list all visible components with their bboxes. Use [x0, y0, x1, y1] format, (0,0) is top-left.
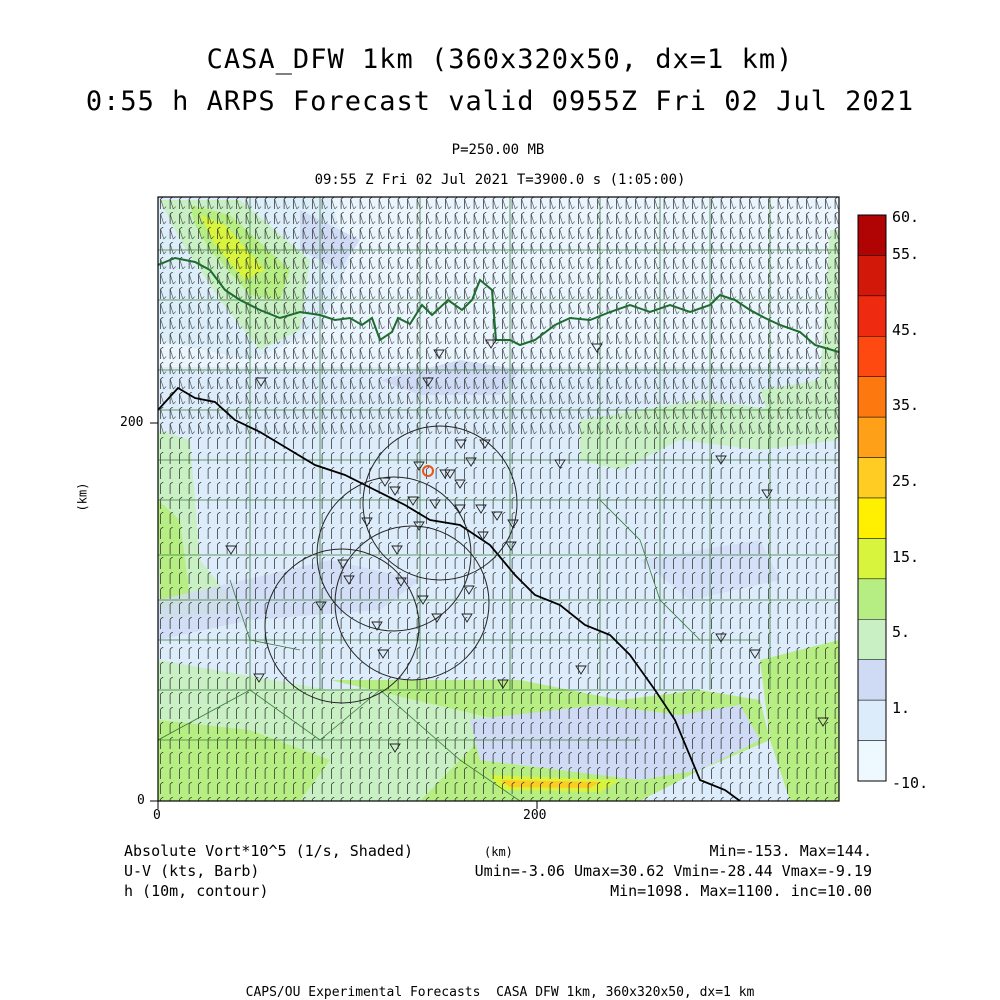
chart-subtitle: 0:55 h ARPS Forecast valid 0955Z Fri 02 Jul 2021	[85, 86, 915, 117]
pressure-level-label: P=250.00 MB	[451, 142, 545, 158]
vorticity-min-max: Min=-153. Max=144.	[709, 842, 872, 860]
chart-title: CASA_DFW 1km (360x320x50, dx=1 km)	[206, 44, 794, 75]
colorbar-label: 15.	[892, 548, 920, 566]
colorbar	[858, 215, 886, 781]
x-tick-label-200: 200	[523, 808, 547, 823]
colorbar-label: 45.	[892, 321, 920, 339]
colorbar-swatch	[858, 741, 886, 781]
credit-line: CAPS/OU Experimental Forecasts CASA DFW 1km, 360x320x50, dx=1 km	[245, 985, 755, 1000]
x-tick-label-0: 0	[153, 808, 161, 823]
colorbar-label: 55.	[892, 245, 920, 263]
height-min-max: Min=1098. Max=1100. inc=10.00	[610, 882, 872, 900]
colorbar-swatch	[858, 377, 886, 417]
y-axis-unit: (km)	[75, 482, 90, 512]
wind-min-max: Umin=-3.06 Umax=30.62 Vmin=-28.44 Vmax=-9.19	[474, 862, 872, 880]
colorbar-swatch	[858, 498, 886, 538]
colorbar-swatch	[858, 619, 886, 659]
field-shaded-label: Absolute Vort*10^5 (1/s, Shaded)	[124, 842, 413, 860]
colorbar-swatch	[858, 579, 886, 619]
colorbar-swatch	[858, 255, 886, 295]
field-barb-label: U-V (kts, Barb)	[124, 862, 260, 880]
colorbar-swatch	[858, 296, 886, 336]
colorbar-swatch	[858, 336, 886, 376]
colorbar-label: 5.	[892, 623, 911, 641]
valid-time-label: 09:55 Z Fri 02 Jul 2021 T=3900.0 s (1:05:00)	[314, 172, 686, 188]
colorbar-swatch	[858, 215, 886, 255]
colorbar-label: 1.	[892, 699, 911, 717]
wind-barbs	[158, 197, 839, 801]
colorbar-label: 25.	[892, 472, 920, 490]
y-tick-label-200: 200	[120, 415, 144, 430]
x-axis-unit: (km)	[484, 845, 513, 859]
colorbar-swatch	[858, 458, 886, 498]
y-tick-label-0: 0	[137, 793, 145, 808]
colorbar-swatch	[858, 417, 886, 457]
colorbar-swatch	[858, 700, 886, 740]
colorbar-swatch	[858, 538, 886, 578]
colorbar-label: 35.	[892, 396, 920, 414]
colorbar-label: 60.	[892, 208, 920, 226]
colorbar-swatch	[858, 660, 886, 700]
field-contour-label: h (10m, contour)	[124, 882, 269, 900]
colorbar-label: -10.	[892, 774, 929, 792]
